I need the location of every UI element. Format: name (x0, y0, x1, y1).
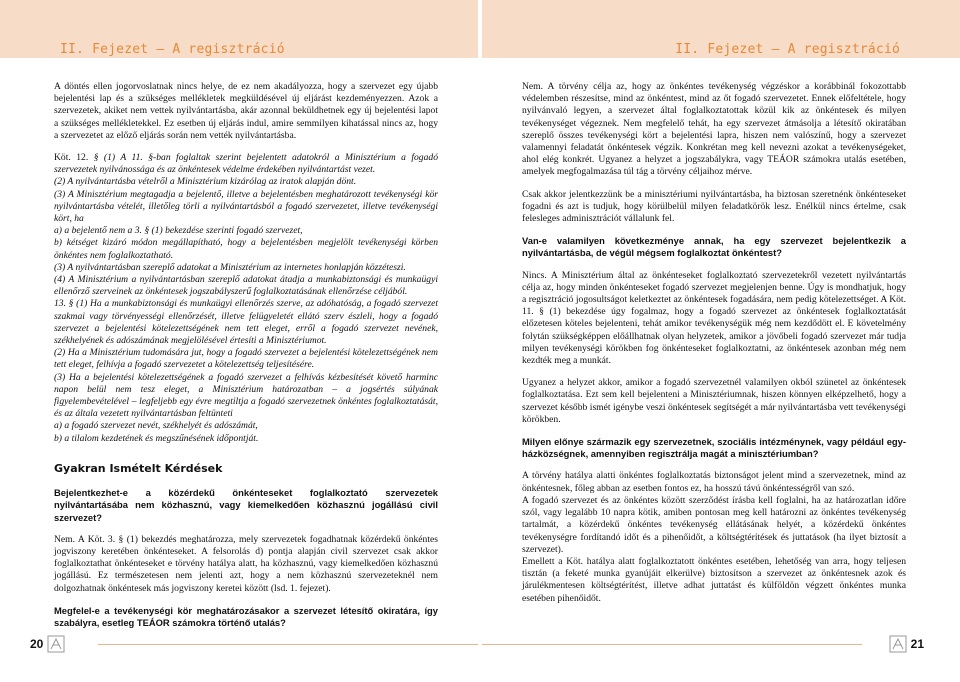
law-lead: Köt. 12. (54, 152, 89, 164)
left-footer (30, 630, 69, 658)
law-paragraph-3a: a) a bejelentő nem a 3. § (1) bekezdése szerinti fogadó szervezet, (54, 225, 303, 237)
left-footer-rule (98, 644, 478, 645)
law-paragraph-3b: b) kétséget kizáró módon megállapítható, hogy a bejelentésben megjelölt tevékenységi körben önkéntes nem foglalkoztatható. (54, 237, 438, 261)
faq-question-2: Megfelel-e a tevékenységi kör meghatározásakor a szervezet létesítő okiratára, így szabályra, esetleg TEÁOR számokra történő utalás? (54, 604, 438, 628)
faq-section-title: Gyakran Ismételt Kérdések (54, 461, 223, 475)
law-paragraph-8b: b) a tilalom kezdetének és megszűnésének időpontját. (54, 432, 259, 444)
faq-answer-2a: Nem. A törvény célja az, hogy az önkéntes tevékenység végzéskor a korábbinál fokozottabb védelemben részesítse, mind az önkéntest, mind az őt fogadó szervezetet. Ennek előfeltétele, hogy nyilvánvaló legyen, a szervezet által foglalkoztatottak közül kik az önkéntesek és milyen tevékenységet végeznek. Nem megfelelő tehát, ha egy szervezet átmásolja a létesítő okiratában szereplő összes tevékenységi kört a bejelentési lapra, hiszen nem valószínű, hogy a szervezet valamennyi feladatát önkéntesek végzik. Konkrétan meg kell nevezni azokat a tevékenységeket, ahol elég konkrét. Ugyanez a helyzet a jogszabálykra, vagy TEÁOR számokra utalás esetében, amelyek megfogalmazása túl tág a törvény céljaihoz mérve. (522, 81, 906, 178)
law-citation (54, 152, 438, 445)
emblem-logo-icon (47, 635, 65, 653)
law-paragraph-6: 13. § (1) Ha a munkabiztonsági és munkaügyi ellenőrzés szerve, az adóhatóság, a fogadó szervezet szakmai vagy törvényességi ellenőrzését, illetve felügyeletét ellátó szerv észleli, hogy a fogadó szervezet a bejelentési kötelezettségének nem tett eleget, erről a fogadó szervezet nevének, székhelyének és adószámának megjelölésével értesíti a Minisztériumot. (54, 298, 438, 347)
right-footer-rule (482, 644, 862, 645)
faq-answer-3b: Ugyanez a helyzet akkor, amikor a fogadó szervezetnél valamilyen okból szünetel az önkéntesek foglalkoztatása. Ezt sem kell bejelenteni a Minisztériumnak, hiszen könnyen elképzelhető, hogy a szervezet később ismét igénybe veszi önkéntesek segítségét a már nyilvántartásba vett tevékenységi körökben. (522, 377, 906, 425)
faq-question-1: Bejelentkezhet-e a közérdekű önkénteseket foglalkoztató szervezetek nyilvántartásába nem közhasznú, vagy kiemelkedően közhasznú jogállású civil szervezet? (54, 487, 438, 523)
right-page-number: 21 (910, 637, 924, 651)
law-paragraph-2: (2) A nyilvántartásba vételről a Minisztérium kizárólag az iratok alapján dönt. (54, 176, 357, 188)
law-paragraph-5: (4) A Minisztérium a nyilvántartásban szereplő adatokat átadja a munkabiztonsági és munkaügyi ellenőrző szerveinek az önkéntesek jogszabályszerű foglalkoztatásának ellenőrzése céljából. (54, 274, 438, 298)
law-paragraph-1: § (1) A 11. §-ban foglaltak szerint bejelentett adatokról a Minisztérium a fogadó szervezetek nyilvánossága és az önkéntesek védelme érdekében nyilvántartást vezet. (54, 152, 438, 176)
law-paragraph-3: (3) A Minisztérium megtagadja a bejelentő, illetve a bejelentésben meghatározott tevékenységi kör nyilvántartásba vételét, illetőleg törli a nyilvántartásból a fogadó szervezetet, illetve tevékenységi kört, ha (54, 188, 438, 225)
right-header-band (482, 0, 960, 58)
right-chapter-title: II. Fejezet – A regisztráció (675, 42, 900, 57)
left-chapter-title: II. Fejezet – A regisztráció (60, 42, 285, 57)
law-paragraph-8: (3) Ha a bejelentési kötelezettségének a fogadó szervezet a felhívás kézbesítését követő harminc napon belül nem tesz eleget, a Minisztérium határozatban – a jogsértés súlyának figyelembevételével – legfeljebb egy évre megtiltja a fogadó szervezetnek önkéntes foglalkoztatását, és az általa vezetett nyilvántartásban feltünteti (54, 371, 438, 420)
left-header-band (0, 0, 478, 58)
faq-answer-2b: Csak akkor jelentkezzünk be a minisztériumi nyilvántartásba, ha biztosan szeretnénk önkénteseket fogadni és azt is tudjuk, hogy körülbelül milyen feladatkörök lesz. Enélkül nincs értelme, csak felesleges adminisztrációt vállalunk fel. (522, 188, 906, 225)
law-paragraph-4: (3) A nyilvántartásban szereplő adatokat a Minisztérium az internetes honlapján közzéteszi. (54, 261, 406, 273)
faq-answer-4b: A fogadó szervezet és az önkéntes között szerződést írásba kell foglalni, ha az határozatlan időre szól, vagy legalább 10 napra kötik, amiben pontosan meg kell határozni az önkéntes tevékenység tartalmát, a közérdekű önkéntes tevékenység ellátásának helyét, a közérdekű önkéntes tevékenységre fordítandó időt és a pihenőidőt, a költségtérítések és juttatások (ha ilyet biztosít a szervezet). (522, 494, 906, 555)
right-page-column (522, 81, 906, 615)
faq-question-4: Milyen előnye származik egy szervezetnek, szociális intézménynek, vagy például egy-házközségnek, amennyiben regisztrálja magát a minisztériumban? (522, 436, 906, 460)
faq-answer-3a: Nincs. A Minisztérium által az önkénteseket foglalkoztató szervezetekről vezetett nyilvántartás célja az, hogy minden önkénteseket fogadó szervezet megjelenjen benne. Úgy is mondhatjuk, hogy a regisztráció jogosultságot keletkeztet az önkéntesek fogadására, nem pedig kötelezettséget. A Köt. 11. § (1) bekezdése úgy fogalmaz, hogy a fogadó szervezet az önkéntesek foglalkoztatását előzetesen köteles bejelenteni, tehát amikor tevékenységük még nem kezdődött el. E követelmény folytán szükségképpen előállhatnak olyan helyzetek, amikor a jövőbeli fogadó szervezet már tudja milyen tevékenységi körökben fog önkénteseket foglalkoztatni, az önkéntesek azonban még nem kezdték meg a munkát. (522, 269, 906, 367)
intro-paragraph: A döntés ellen jogorvoslatnak nincs helye, de ez nem akadályozza, hogy a szervezet egy újabb bejelentési lap és a szükséges mellékletek megküldésével új eljárást kezdeményezzen. Azok a szervezetek, akiket nem vettek nyilvántartásba, akár azonnal beküldhetnek egy új bejelentési lapot a szükséges mellékletekkel. Ez esetben új eljárás indul, amire semmilyen kihatással nincs az, hogy a szervezetet az előző eljárás során nem vették nyilvántartásba. (54, 81, 438, 141)
faq-answer-4a: A törvény hatálya alatti önkéntes foglalkoztatás biztonságot jelent mind a szervezetnek, mind az önkéntesnek, főleg abban az esetben fontos ez, ha hosszú távú önkéntességről van szó. (522, 470, 906, 494)
left-page-number: 20 (30, 637, 44, 651)
emblem-logo-icon (889, 635, 907, 653)
left-page-column (54, 81, 438, 639)
right-footer (885, 630, 924, 658)
faq-answer-4c: Emellett a Köt. hatálya alatt foglalkoztatott önkéntes esetében, lehetőség van arra, hogy teljesen tisztán (a feketé munka gyanújáit elkerülve) biztosítson a szervezet az önkéntesnek azok és járulékmentesen költségtérítést, illetve adhat juttatást és külföldön végzett önkéntes munka esetében pihenőidőt. (522, 555, 906, 604)
faq-answer-1: Nem. A Köt. 3. § (1) bekezdés meghatározza, mely szervezetek fogadhatnak közérdekű önkéntes jogviszony keretében önkénteseket. A felsorolás d) pontja alapján civil szervezet csak akkor foglalkoztathat önkénteseket e törvény hatálya alatt, ha közhasznú, vagy kiemelkedően közhasznú jogállású. Ez természetesen nem jelenti azt, hogy a nem közhasznú szervezeteknél nem dolgozhatnak önkéntesek más jogviszony keretei között (lsd. 1. fejezet). (54, 533, 438, 594)
law-paragraph-8a: a) a fogadó szervezet nevét, székhelyét és adószámát, (54, 420, 258, 432)
faq-question-3: Van-e valamilyen következménye annak, ha egy szervezet bejelentkezik a nyilvántartásba, de végül mégsem foglalkoztat önkéntest? (522, 235, 906, 259)
law-paragraph-7: (2) Ha a Minisztérium tudomására jut, hogy a fogadó szervezet a bejelentési kötelezettségének nem tett eleget, felhívja a fogadó szervezetet a kötelezettség teljesítésére. (54, 347, 438, 371)
